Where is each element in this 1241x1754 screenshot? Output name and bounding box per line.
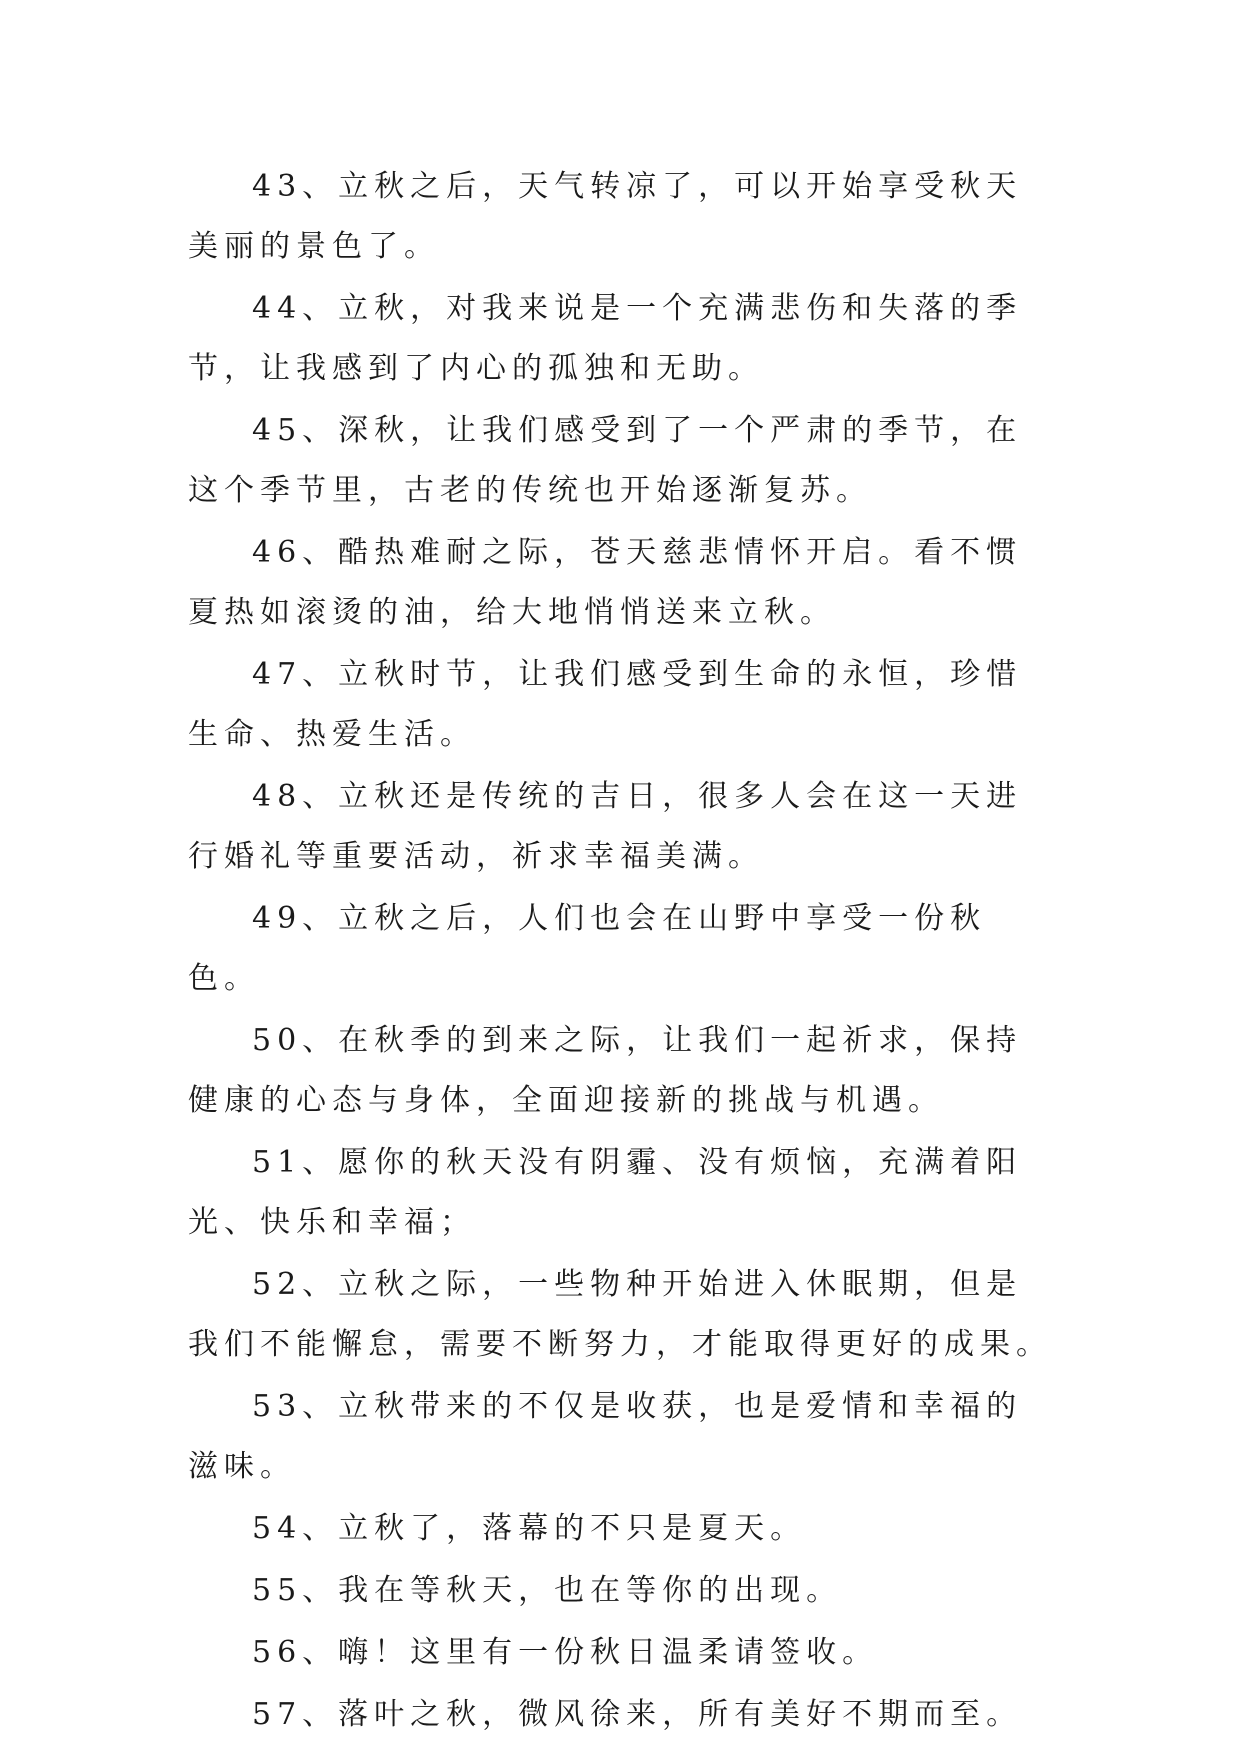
paragraph-43: 43、立秋之后，天气转凉了，可以开始享受秋天美丽的景色了。	[188, 169, 1023, 264]
paragraph-49: 49、立秋之后，人们也会在山野中享受一份秋色。	[188, 901, 987, 996]
paragraph-45: 45、深秋，让我们感受到了一个严肃的季节，在这个季节里，古老的传统也开始逐渐复苏。	[188, 413, 1023, 508]
paragraph-51: 51、愿你的秋天没有阴霾、没有烦恼，充满着阳光、快乐和幸福；	[188, 1145, 1023, 1240]
paragraph-54: 54、立秋了，落幕的不只是夏天。	[252, 1511, 807, 1546]
paragraph-46: 46、酷热难耐之际，苍天慈悲情怀开启。看不惯夏热如滚烫的油，给大地悄悄送来立秋。	[188, 535, 1023, 630]
paragraph-57: 57、落叶之秋，微风徐来，所有美好不期而至。	[252, 1697, 1023, 1732]
paragraph-50: 50、在秋季的到来之际，让我们一起祈求，保持健康的心态与身体，全面迎接新的挑战与机遇。	[188, 1023, 1023, 1118]
paragraph-53: 53、立秋带来的不仅是收获，也是爱情和幸福的滋味。	[188, 1389, 1023, 1484]
paragraph-44: 44、立秋，对我来说是一个充满悲伤和失落的季节，让我感到了内心的孤独和无助。	[188, 291, 1023, 386]
document-body	[188, 157, 1058, 1747]
paragraph-48: 48、立秋还是传统的吉日，很多人会在这一天进行婚礼等重要活动，祈求幸福美满。	[188, 779, 1023, 874]
paragraph-56: 56、嗨！这里有一份秋日温柔请签收。	[252, 1635, 879, 1670]
paragraph-52: 52、立秋之际，一些物种开始进入休眠期，但是我们不能懈怠，需要不断努力，才能取得更好的成果。	[188, 1267, 1052, 1362]
paragraph-47: 47、立秋时节，让我们感受到生命的永恒，珍惜生命、热爱生活。	[188, 657, 1023, 752]
paragraph-55: 55、我在等秋天，也在等你的出现。	[252, 1573, 843, 1608]
